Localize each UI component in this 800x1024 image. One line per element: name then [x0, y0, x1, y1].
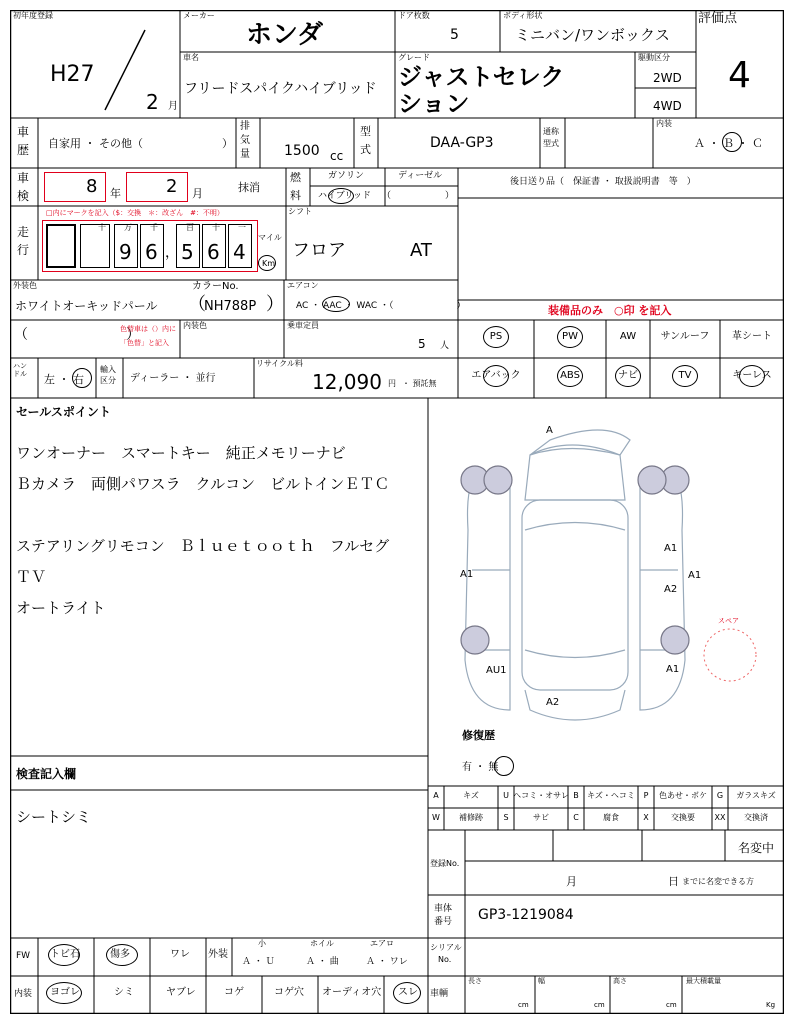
odometer-digit: 6 — [207, 240, 220, 264]
spare-label: スペア — [718, 617, 739, 625]
reg-no-label: 登録No. — [430, 859, 460, 868]
equip-circle — [557, 365, 583, 387]
aircon-label: エアコン — [287, 281, 319, 290]
odometer-digit: 9 — [119, 240, 132, 264]
sales-point-line: ＴＶ — [16, 568, 47, 586]
model-value: DAA-GP3 — [430, 135, 494, 151]
equip-item: ABS — [560, 370, 580, 381]
equip-item: AW — [619, 331, 637, 342]
fuel-diesel: ディーゼル — [398, 171, 443, 181]
damage-mark: A2 — [546, 697, 560, 708]
dims-cm: cm — [666, 1001, 677, 1009]
chassis-value: GP3-1219084 — [478, 907, 574, 923]
fw-circle — [48, 944, 80, 966]
fuel-hybrid-circle — [328, 188, 354, 204]
inspection-month-unit: 月 — [192, 187, 203, 200]
inspection-label2: 検 — [17, 189, 30, 203]
legend-code: B — [573, 791, 579, 800]
equip-item: PW — [562, 331, 578, 342]
fuel-paren: （ ） — [382, 191, 455, 201]
legend-code: P — [643, 791, 649, 800]
interior-grade-value: Ａ ・ Ｂ ・ Ｃ — [694, 137, 763, 150]
ext-val3: Ａ ・ ワレ — [366, 957, 408, 967]
color-no-open: （ — [188, 294, 206, 315]
disp-label2: 気 — [240, 135, 250, 146]
fw-item: ワレ — [170, 949, 190, 960]
place-100: 百 — [186, 223, 194, 232]
legend-desc: ヘコミ・オサレ — [513, 791, 569, 800]
ext-color-value: ホワイトオーキッドパール — [15, 299, 158, 313]
equip-circle — [672, 365, 698, 387]
handle-value: 左 ・ 右 — [44, 373, 84, 386]
history-label2: 歴 — [17, 143, 30, 157]
inspection-year: 8 — [86, 176, 98, 197]
recycle-label: リサイクル料 — [256, 359, 303, 368]
sales-point-line: ステアリングリモコン Ｂｌｕｅｔｏｏｔｈ フルセグ — [16, 537, 390, 555]
reg-month: 月 — [566, 875, 577, 888]
shift-label: シフト — [288, 207, 312, 216]
equip-item: キーレス — [732, 370, 772, 381]
repair-label: 修復歴 — [462, 729, 495, 742]
place-100k: 十 — [98, 223, 106, 232]
inspection-month: 2 — [166, 176, 178, 197]
grade-line2: ション — [398, 90, 470, 118]
sheet-grid — [10, 10, 784, 1014]
capacity-label: 乗車定員 — [287, 321, 319, 330]
equip-title: 装備品のみ ○印 を記入 — [548, 304, 672, 317]
interior-item: ヤブレ — [166, 987, 196, 998]
capacity-value: 5 — [418, 337, 426, 351]
km-circle — [258, 255, 276, 271]
fw-item: トビ石 — [50, 949, 80, 960]
small-label: 小 — [258, 939, 266, 948]
equip-circle — [557, 326, 583, 348]
legend-code: XX — [714, 813, 726, 822]
maker-label: メーカー — [183, 11, 215, 20]
legend-desc: 色あせ・ボケ — [659, 791, 707, 800]
auction-sheet — [10, 10, 784, 1014]
repair-value: 有 ・ 無 — [462, 762, 499, 773]
repair-none-circle — [494, 756, 514, 776]
odometer-digit: 6 — [145, 240, 158, 264]
damage-mark: AU1 — [486, 665, 507, 676]
grade-label: グレード — [398, 53, 430, 62]
import-value: ディーラー ・ 並行 — [130, 373, 216, 384]
interior-item: シミ — [114, 987, 134, 998]
inspection-label1: 車 — [17, 171, 30, 185]
inspection-month-box — [126, 172, 188, 202]
car-name-label: 車名 — [183, 53, 199, 62]
color-no-close: ） — [266, 294, 284, 315]
legend-code: S — [503, 813, 509, 822]
recycle-deposit: ・ 預託無 — [402, 379, 437, 388]
color-change-note2: 「色替」と記入 — [120, 339, 169, 347]
serial-label1: シリアル — [430, 943, 462, 952]
chassis-label1: 車体 — [434, 904, 453, 914]
maker-value: ホンダ — [246, 20, 323, 50]
dims-kg: Kg — [766, 1001, 776, 1009]
legend-desc: キズ・ヘコミ — [587, 791, 635, 800]
equip-item: TV — [678, 370, 692, 381]
disp-value: 1500 — [284, 143, 320, 159]
interior-item: スレ — [398, 987, 418, 998]
mileage-note: □内にマークを記入（$：交換 ＊：改ざん #：不明） — [46, 209, 224, 217]
legend-desc: 交換要 — [671, 813, 695, 822]
sales-points-title: セールスポイント — [16, 405, 111, 419]
import-label: 輸入区分 — [100, 365, 116, 385]
interior-row-label: 内装 — [14, 989, 33, 999]
shift-value1: フロア — [292, 240, 346, 261]
body-type-label: ボディ形状 — [503, 11, 543, 20]
mileage-unit-mile: マイル — [258, 233, 282, 242]
legend-desc: 交換済 — [744, 813, 768, 822]
inspection-notes-title: 検査記入欄 — [16, 767, 77, 781]
fuel-label1: 燃 — [290, 171, 301, 184]
odometer-digit: 5 — [181, 240, 194, 264]
sales-point-line: ワンオーナー スマートキー 純正メモリーナビ — [16, 444, 346, 462]
equip-item: ナビ — [618, 370, 638, 381]
fw-label: FW — [16, 951, 31, 961]
reg-day: 日 — [668, 875, 679, 888]
shift-value2: AT — [410, 240, 432, 261]
inspection-cancel: 抹消 — [238, 181, 260, 194]
aac-circle — [322, 296, 350, 312]
dims-cm: cm — [518, 1001, 529, 1009]
ext-label: 外装 — [208, 949, 228, 960]
legend-code: X — [643, 813, 649, 822]
fw-item: 傷多 — [110, 949, 130, 960]
equip-circle — [615, 365, 641, 387]
legend-code: W — [432, 813, 440, 822]
mileage-label2: 行 — [17, 243, 30, 257]
equip-circle — [483, 326, 509, 348]
place-10: 十 — [212, 223, 220, 232]
damage-mark: A1 — [688, 570, 702, 581]
model-label2: 式 — [360, 143, 371, 156]
common-model-label2: 型式 — [543, 139, 559, 148]
history-label1: 車 — [17, 125, 30, 139]
first-reg-month: 2 — [146, 90, 159, 114]
spare-tire — [704, 629, 756, 681]
grade-score-value: 4 — [728, 55, 751, 96]
interior-item: オーディオ穴 — [322, 987, 382, 998]
equip-item: サンルーフ — [660, 331, 710, 342]
first-reg-year: H27 — [50, 62, 95, 87]
color-change-note1: 色替車は（）内に — [120, 325, 176, 333]
history-close: ） — [222, 137, 233, 150]
disp-label3: 量 — [240, 149, 250, 160]
aircon-value: AC ・ AAC ・ WAC ・（ ） — [296, 301, 466, 311]
doors-value: 5 — [450, 27, 459, 43]
fuel-label2: 料 — [290, 189, 301, 202]
ext-color-label: 外装色 — [13, 281, 37, 290]
odometer-digit: 4 — [233, 240, 246, 264]
sales-point-line: オートライト — [16, 599, 106, 617]
handle-label: ハンドル — [13, 362, 27, 378]
chassis-label2: 番号 — [434, 917, 453, 927]
fuel-gasoline: ガソリン — [328, 171, 365, 181]
drive-2wd: 2WD — [653, 71, 682, 85]
dims-weight: 最大積載量 — [686, 977, 721, 985]
legend-desc: サビ — [533, 813, 549, 822]
interior-grade-label: 内装 — [656, 119, 672, 128]
interior-item: コゲ — [224, 987, 244, 998]
interior-grade-circle — [722, 132, 742, 152]
fuel-hybrid: ハイブリッド — [318, 191, 372, 201]
dims-width: 幅 — [538, 977, 545, 985]
legend-code: G — [716, 791, 724, 800]
common-model-label1: 通称 — [543, 127, 559, 136]
interior-color-label: 内装色 — [183, 321, 207, 330]
dims-length: 長さ — [468, 977, 482, 985]
drive-label: 駆動区分 — [638, 53, 670, 62]
color-no-label: カラーNo. — [192, 281, 239, 292]
place-1k: 千 — [150, 223, 158, 232]
inspection-year-unit: 年 — [110, 187, 121, 200]
disp-unit: cc — [330, 149, 344, 163]
legend-desc: ガラスキズ — [736, 791, 776, 800]
equip-item: エアバック — [471, 370, 521, 381]
place-10k: 万 — [124, 223, 132, 232]
serial-label2: No. — [438, 955, 452, 964]
color-change-paren: （ ） — [14, 327, 140, 343]
first-reg-month-unit: 月 — [168, 101, 178, 112]
damage-mark: A — [546, 425, 553, 436]
ext-val1: Ａ ・ Ｕ — [242, 957, 275, 967]
dims-cm: cm — [594, 1001, 605, 1009]
doors-label: ドア枚数 — [398, 11, 430, 20]
damage-mark: A1 — [460, 569, 474, 580]
capacity-unit: 人 — [440, 341, 450, 351]
mileage-label1: 走 — [17, 225, 30, 239]
dims-height: 高さ — [613, 977, 627, 985]
grade-score-label: 評価点 — [698, 11, 738, 26]
legend-desc: 腐食 — [603, 813, 619, 822]
reg-deadline: までに名変できる方 — [682, 877, 754, 886]
odometer-comma: ， — [165, 245, 179, 261]
disp-label1: 排 — [240, 121, 250, 132]
grade-line1: ジャストセレク — [398, 63, 565, 91]
interior-circle — [46, 982, 82, 1004]
place-1: 一 — [238, 223, 246, 232]
car-name-value: フリードスパイクハイブリッド — [184, 81, 377, 97]
model-label1: 型 — [360, 125, 371, 138]
recycle-value: 12,090 — [312, 370, 382, 394]
legend-code: A — [433, 791, 439, 800]
legend-desc: キズ — [463, 791, 479, 800]
inspection-notes-value: シートシミ — [16, 808, 92, 826]
interior-circle — [393, 982, 421, 1004]
history-value: 自家用 ・ その他（ — [48, 137, 143, 150]
drive-4wd: 4WD — [653, 99, 682, 113]
accessories-label: 後日送り品（ 保証書 ・ 取扱説明書 等 ） — [510, 177, 696, 187]
interior-item: ヨゴレ — [50, 987, 80, 998]
wheel-label: ホイル — [310, 939, 334, 948]
equip-circle — [739, 365, 765, 387]
legend-desc: 補修跡 — [459, 813, 483, 822]
equip-circle — [483, 365, 509, 387]
damage-mark: A1 — [666, 664, 680, 675]
name-change-label: 名変中 — [738, 841, 775, 855]
interior-item: コゲ穴 — [274, 987, 304, 998]
dims-label: 車輌 — [430, 989, 449, 999]
first-reg-label: 初年度登録 — [13, 11, 53, 20]
equip-item: PS — [489, 331, 503, 342]
right-hand-circle — [72, 368, 92, 388]
aero-label: エアロ — [370, 939, 394, 948]
equip-item: 革シート — [732, 331, 772, 342]
legend-code: C — [573, 813, 579, 822]
damage-mark: A2 — [664, 584, 678, 595]
body-type-value: ミニバン/ワンボックス — [515, 26, 670, 44]
legend-code: U — [503, 791, 509, 800]
sales-point-line: Ｂカメラ 両側パワスラ クルコン ビルトインＥＴＣ — [16, 475, 390, 493]
damage-mark: A1 — [664, 543, 678, 554]
recycle-unit: 円 — [388, 379, 396, 388]
ext-val2: Ａ ・ 曲 — [306, 957, 339, 967]
odometer-mark-box — [46, 224, 76, 268]
fw-circle — [106, 944, 138, 966]
color-no-value: NH788P — [204, 299, 257, 314]
mileage-unit-km: Km — [262, 259, 276, 268]
